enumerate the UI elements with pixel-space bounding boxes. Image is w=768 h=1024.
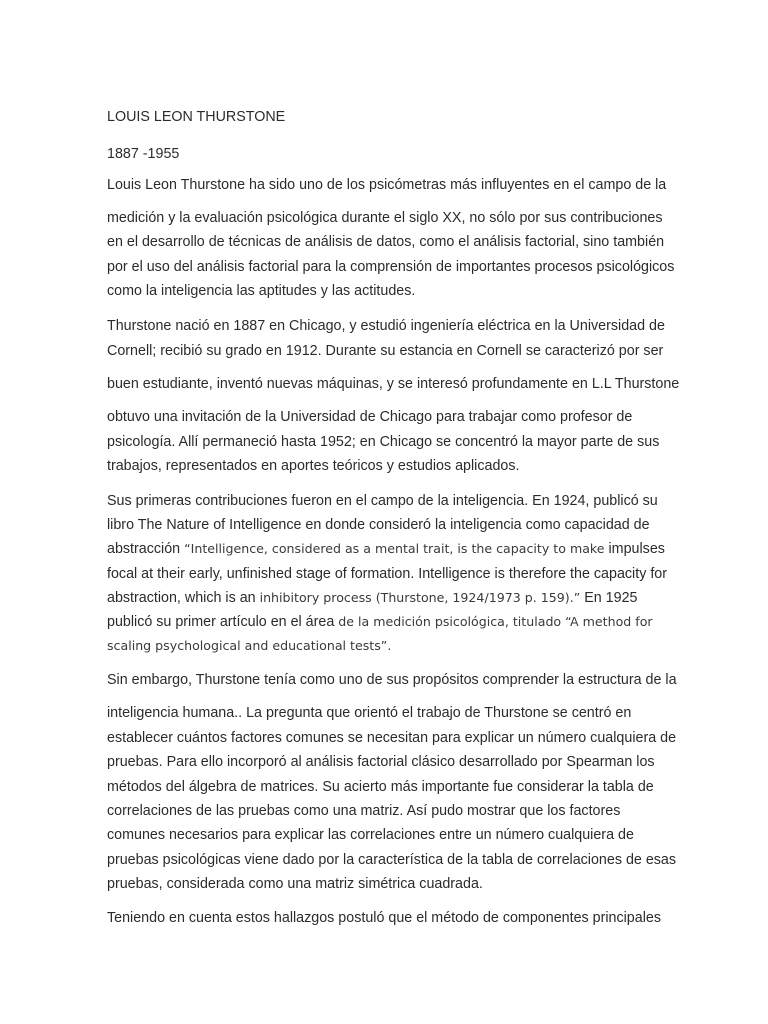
body-text-line [107, 802, 620, 820]
body-text-line [107, 637, 391, 655]
body-text-line [107, 342, 663, 360]
body-text: Sin embargo, Thurstone tenía como uno de sus propósitos comprender la estructura de la [107, 672, 677, 688]
body-text: En 1925 [580, 590, 638, 606]
body-text: pruebas, considerada como una matriz simétrica cuadrada. [107, 876, 483, 892]
body-text-line [107, 704, 631, 722]
body-text: correlaciones de las pruebas como una matriz. Así pudo mostrar que los factores [107, 803, 621, 819]
body-text: buen estudiante, inventó nuevas máquinas, y se interesó profundamente en L.L Thurstone [107, 376, 680, 392]
document-dates: 1887 -1955 [107, 146, 180, 162]
body-text: establecer cuántos factores comunes se necesitan para explicar un número cualquiera de [107, 730, 677, 746]
body-text: por el uso del análisis factorial para la comprensión de importantes procesos psicológicos [107, 259, 675, 275]
body-text-line [107, 826, 634, 844]
body-text-line [107, 613, 653, 631]
body-text: medición y la evaluación psicológica durante el siglo XX, no sólo por sus contribuciones [107, 210, 663, 226]
body-text-line [107, 457, 519, 475]
body-text-line [107, 233, 664, 251]
body-text-line [107, 317, 665, 335]
body-text-line [107, 875, 483, 893]
body-text-line [107, 909, 661, 927]
body-text: trabajos, representados en aportes teóricos y estudios aplicados. [107, 458, 520, 474]
body-text: focal at their early, unfinished stage of formation. Intelligence is therefore the capacity for [107, 566, 668, 582]
body-text-line [107, 209, 663, 227]
body-text-line [107, 540, 665, 558]
body-text: en el desarrollo de técnicas de análisis de datos, como el análisis factorial, sino también [107, 234, 665, 250]
body-text: comunes necesarios para explicar las correlaciones entre un número cualquiera de [107, 827, 634, 843]
body-text: como la inteligencia las aptitudes y las actitudes. [107, 283, 416, 299]
body-text-line [107, 176, 666, 194]
body-text-line [107, 492, 658, 510]
body-text: psicología. Allí permaneció hasta 1952; en Chicago se concentró la mayor parte de sus [107, 434, 660, 450]
body-text-line [107, 565, 667, 583]
body-text: Sus primeras contribuciones fueron en el campo de la inteligencia. En 1924, publicó su [107, 493, 658, 509]
body-text-line [107, 516, 650, 534]
body-text-line [107, 282, 415, 300]
quoted-text: scaling psychological and educational tests”. [107, 638, 392, 653]
body-text-line [107, 589, 637, 607]
body-text-line [107, 729, 676, 747]
body-text: publicó su primer artículo en el área [107, 614, 339, 630]
body-text: abstracción [107, 541, 185, 557]
body-text: pruebas. Para ello incorporó al análisis factorial clásico desarrollado por Spearman los [107, 754, 655, 770]
body-text: pruebas psicológicas viene dado por la característica de la tabla de correlaciones de esas [107, 852, 677, 868]
quoted-text: inhibitory process (Thurstone, 1924/1973 p. 159).” [259, 590, 581, 605]
body-text: Thurstone nació en 1887 en Chicago, y estudió ingeniería eléctrica en la Universidad de [107, 318, 665, 334]
body-text-line [107, 778, 654, 796]
body-text: métodos del álgebra de matrices. Su acierto más importante fue considerar la tabla de [107, 779, 654, 795]
body-text: abstraction, which is an [107, 590, 260, 606]
document-title: LOUIS LEON THURSTONE [107, 109, 286, 125]
body-text: Teniendo en cuenta estos hallazgos postuló que el método de componentes principales [107, 910, 661, 926]
body-text-line [107, 375, 679, 393]
body-text-line [107, 433, 659, 451]
body-text: impulses [604, 541, 665, 557]
body-text-line [107, 851, 676, 869]
body-text: obtuvo una invitación de la Universidad de Chicago para trabajar como profesor de [107, 409, 633, 425]
body-text-line [107, 753, 655, 771]
body-text: Cornell; recibió su grado en 1912. Durante su estancia en Cornell se caracterizó por ser [107, 343, 664, 359]
body-text: inteligencia humana.. La pregunta que orientó el trabajo de Thurstone se centró en [107, 705, 632, 721]
body-text: libro The Nature of Intelligence en donde consideró la inteligencia como capacidad de [107, 517, 650, 533]
body-text-line [107, 258, 674, 276]
quoted-text: de la medición psicológica, titulado “A method for [338, 614, 653, 629]
body-text-line [107, 408, 632, 426]
body-text: Louis Leon Thurstone ha sido uno de los psicómetras más influyentes en el campo de la [107, 177, 667, 193]
quoted-text: “Intelligence, considered as a mental trait, is the capacity to make [184, 541, 605, 556]
body-text-line [107, 671, 677, 689]
